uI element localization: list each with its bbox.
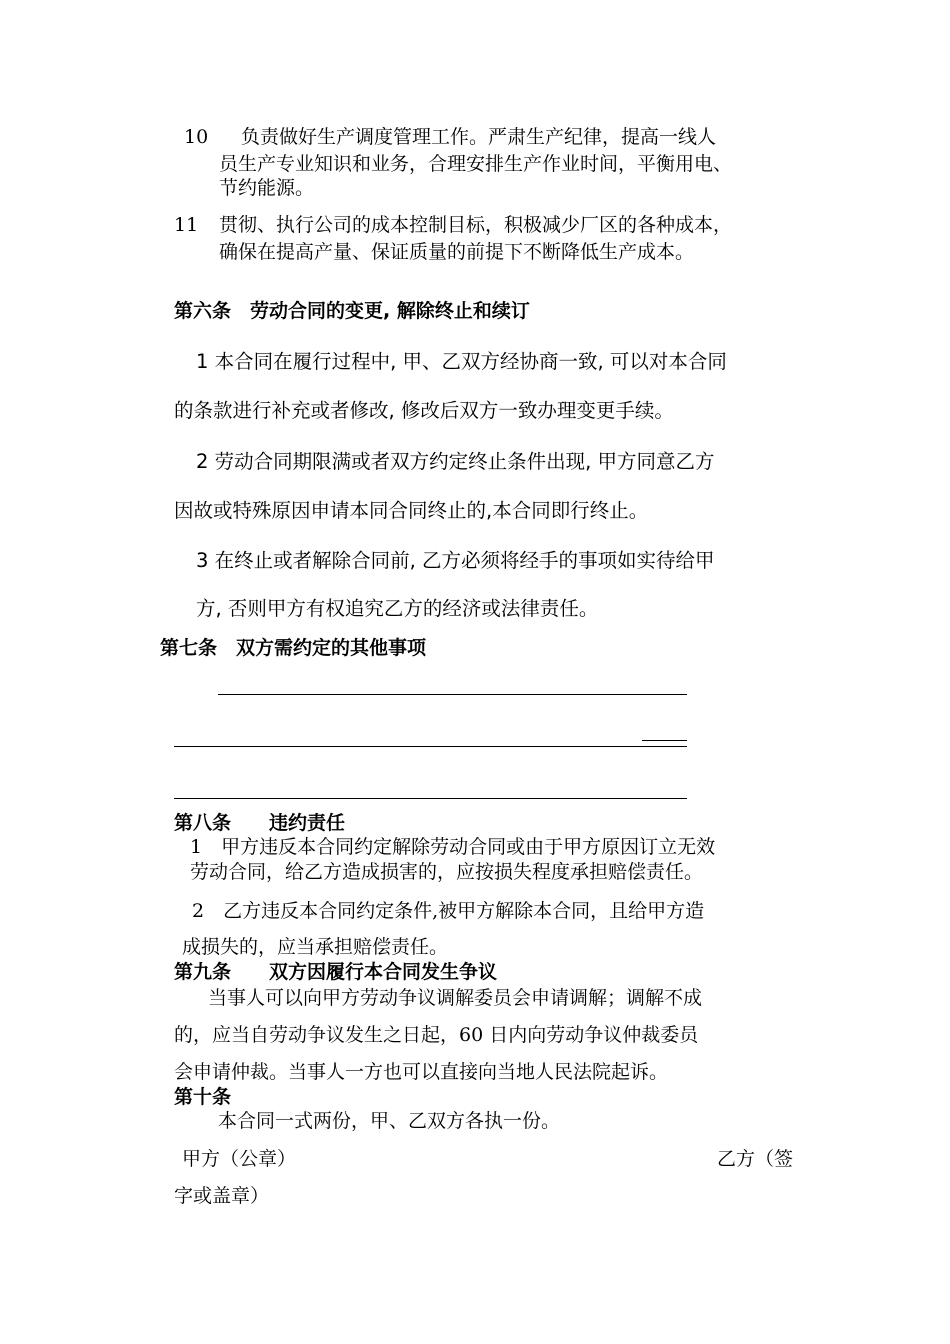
article-8-clause-2-cont: 成损失的，应当承担赔偿责任。 [182, 936, 449, 958]
article-8-heading: 第八条 违约责任 [174, 812, 346, 834]
party-b-signature: 乙方（签 [717, 1148, 794, 1170]
article-10-text: 本合同一式两份，甲、乙双方各执一份。 [218, 1110, 561, 1132]
article-7-heading: 第七条 双方需约定的其他事项 [160, 637, 427, 659]
party-a-seal: 甲方（公章） [182, 1148, 297, 1170]
article-6-clause-1: 1 本合同在履行过程中, 甲、乙双方经协商一致, 可以对本合同 [196, 350, 727, 373]
item-text: 确保在提高产量、保证质量的前提下不断降低生产成本。 [219, 241, 695, 263]
article-8-clause-2: 2 乙方违反本合同约定条件,被甲方解除本合同，且给甲方造 [192, 900, 705, 922]
article-8-clause-1: 1 甲方违反本合同约定解除劳动合同或由于甲方原因订立无效 [190, 836, 716, 858]
article-9-text: 会申请仲裁。当事人一方也可以直接向当地人民法院起诉。 [174, 1061, 669, 1083]
blank-line [174, 798, 687, 799]
article-6-clause-1-cont: 的条款进行补充或者修改, 修改后双方一致办理变更手续。 [174, 399, 674, 422]
article-6-clause-2-cont: 因故或特殊原因申请本同合同终止的,本合同即行终止。 [174, 499, 649, 522]
item-text: 员生产专业知识和业务，合理安排生产作业时间，平衡用电、 [219, 153, 733, 175]
article-6-clause-3-cont: 方, 否则甲方有权追究乙方的经济或法律责任。 [196, 597, 599, 620]
item-text: 节约能源。 [219, 177, 315, 199]
article-10-heading: 第十条 [174, 1086, 232, 1108]
item-text: 贯彻、执行公司的成本控制目标，积极减少厂区的各种成本， [219, 214, 733, 236]
blank-line [174, 746, 687, 747]
article-6-clause-3: 3 在终止或者解除合同前, 乙方必须将经手的事项如实待给甲 [196, 549, 715, 572]
article-6-clause-2: 2 劳动合同期限满或者双方约定终止条件出现, 甲方同意乙方 [196, 450, 715, 473]
item-number: 10 [184, 126, 209, 148]
article-9-text: 的，应当自劳动争议发生之日起，60 日内向劳动争议仲裁委员 [174, 1024, 699, 1046]
party-b-signature-cont: 字或盖章） [174, 1185, 270, 1207]
item-number: 11 [174, 214, 199, 236]
article-6-heading: 第六条 劳动合同的变更, 解除终止和续订 [174, 300, 530, 322]
article-9-heading: 第九条 双方因履行本合同发生争议 [174, 961, 498, 983]
article-8-clause-1-cont: 劳动合同，给乙方造成损害的，应按损失程度承担赔偿责任。 [190, 861, 704, 883]
item-text: 负责做好生产调度管理工作。严肃生产纪律，提高一线人 [241, 126, 717, 148]
blank-line [218, 694, 687, 695]
article-9-text: 当事人可以向甲方劳动争议调解委员会申请调解；调解不成 [208, 987, 703, 1009]
blank-line-extra [642, 740, 687, 741]
